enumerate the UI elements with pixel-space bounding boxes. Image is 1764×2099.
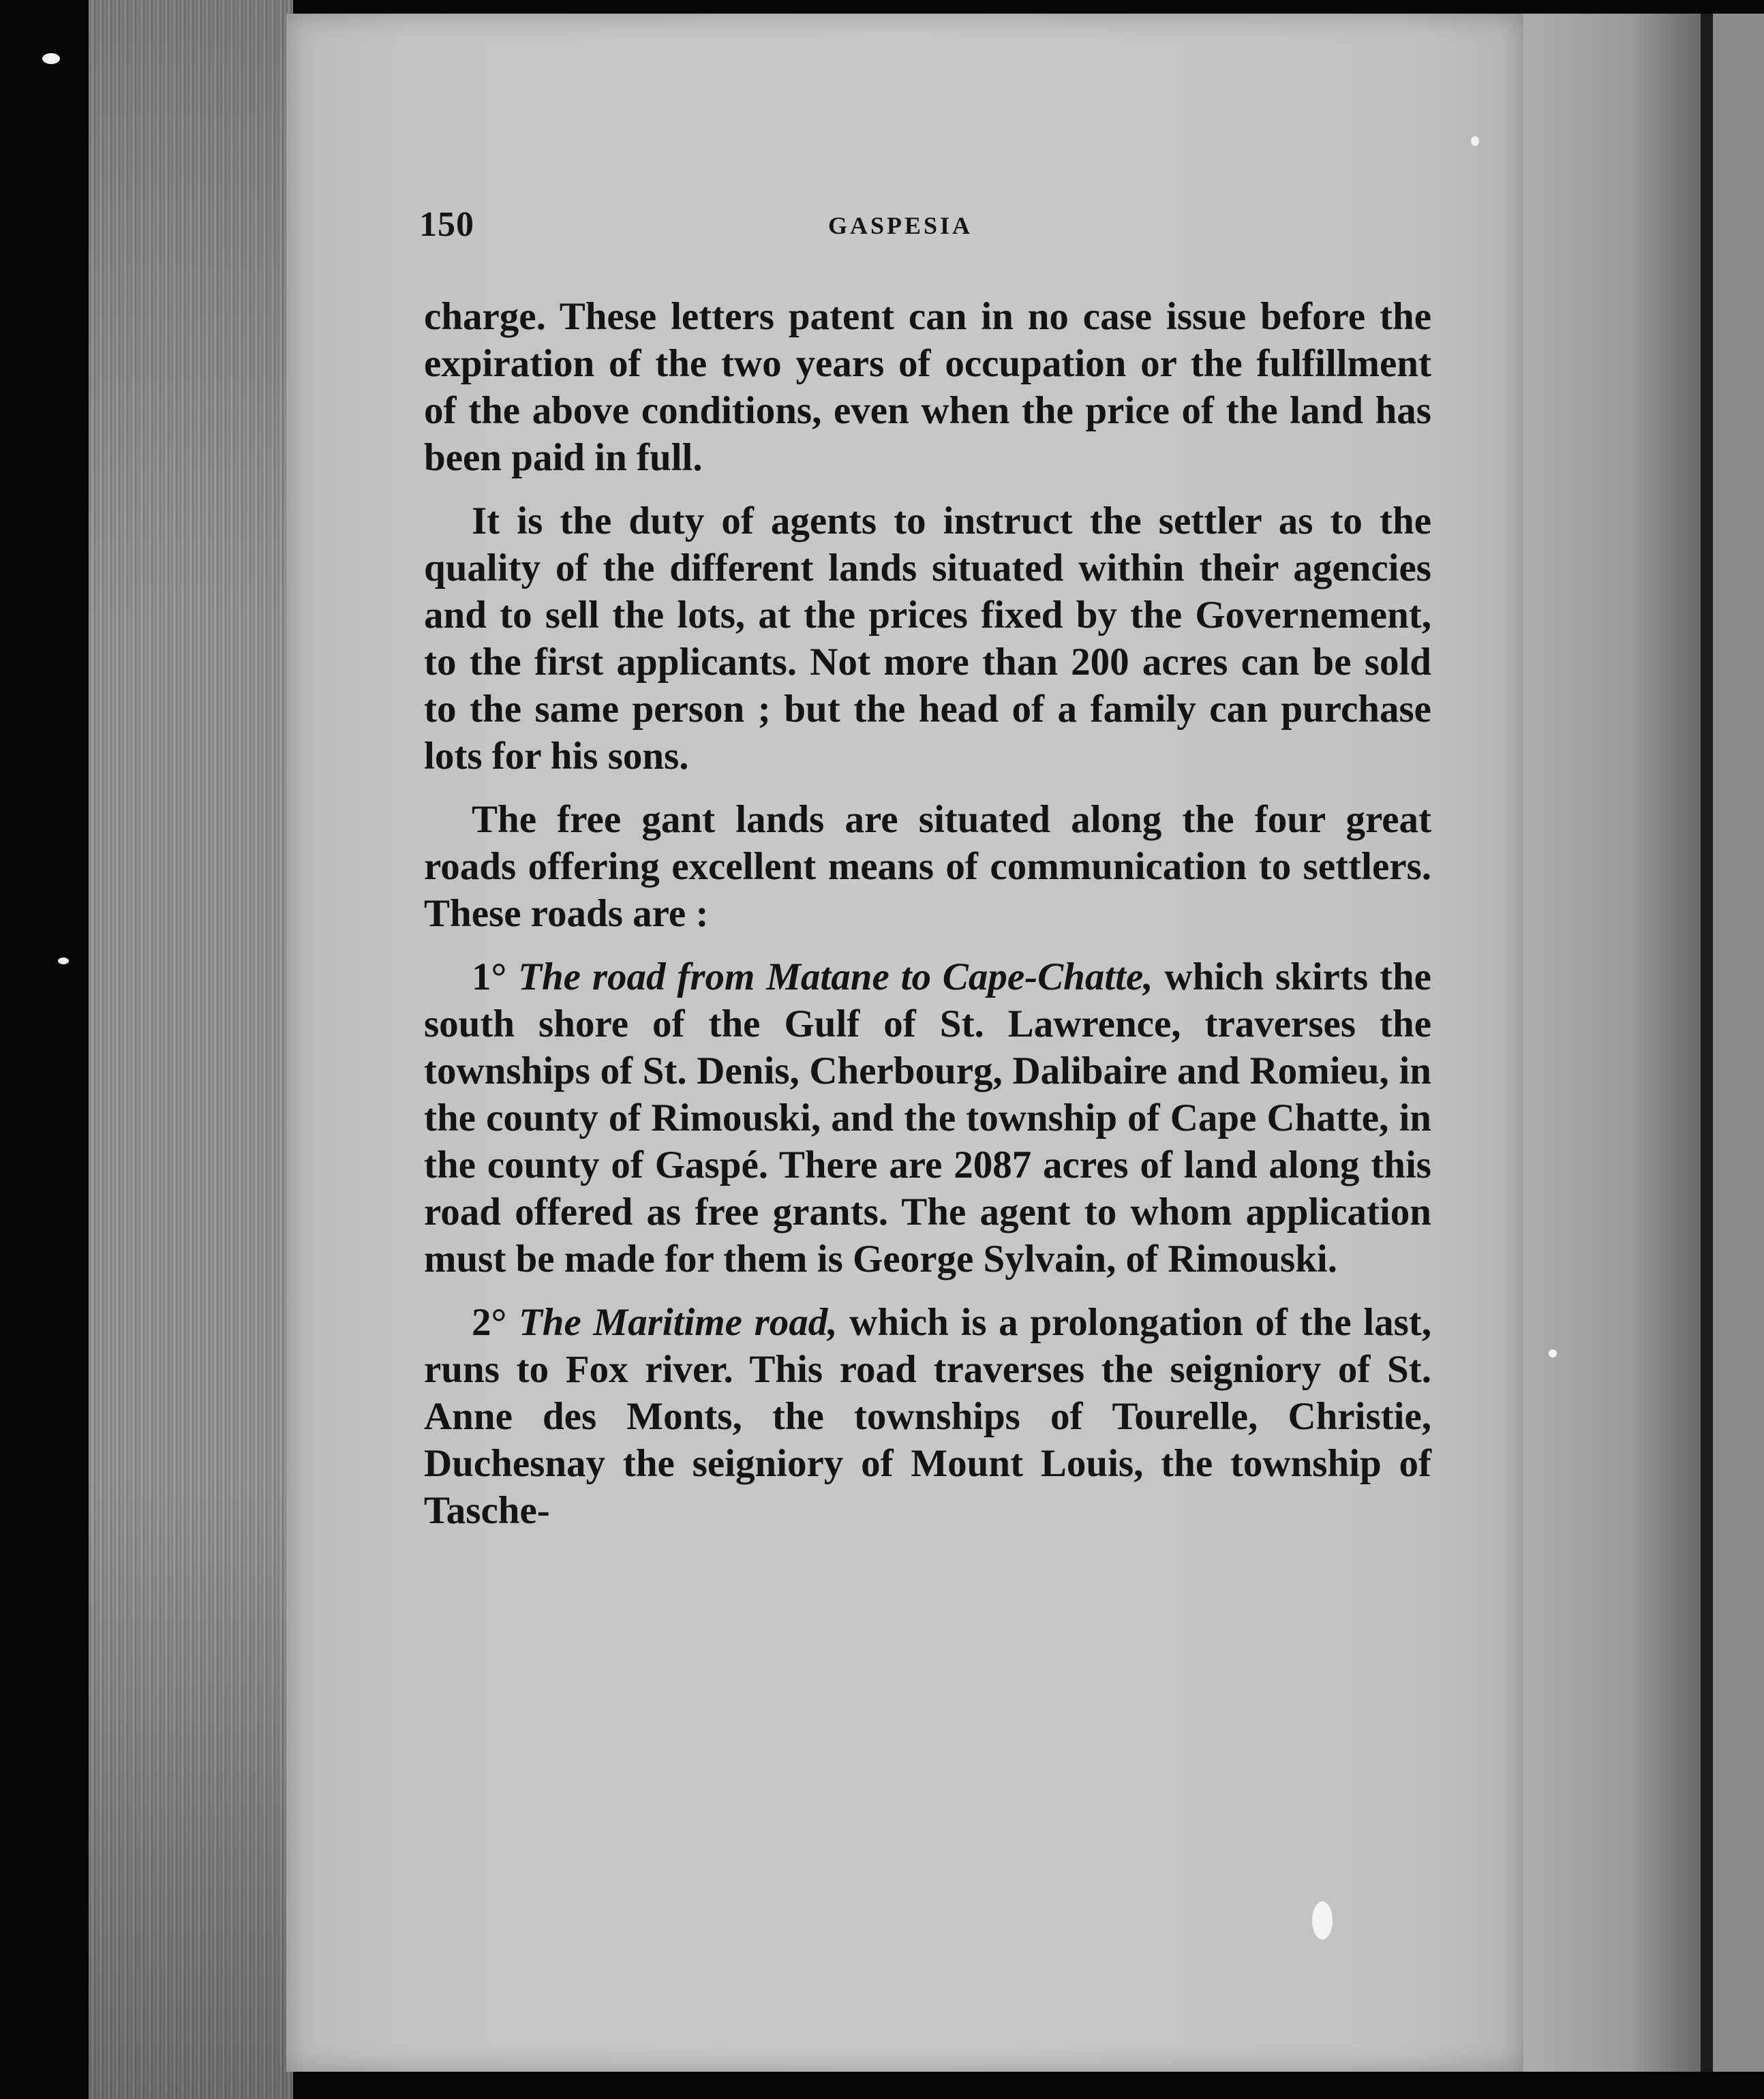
running-title: GASPESIA: [828, 212, 973, 239]
facing-page-edge: [1713, 14, 1764, 2072]
paragraph-text: which skirts the south shore of the Gulf of St. Lawrence, traverses the townships of St. Denis, Cherbourg, Dalibaire and Romieu, in the county of Rimouski, and the township of Cape Chatte, in the county of Gaspé. There are 2087 acres of land along this road offered as free grants. The agent to whom application must be made for them is George Sylvain, of Rimouski.: [424, 955, 1431, 1281]
page-number: 150: [419, 205, 474, 244]
body-text: [424, 293, 1431, 1550]
paragraph-text: It is the duty of agents to instruct the settler as to the quality of the different lands situated within their agencies and to sell the lots, at the prices fixed by the Governement, to the first applicants. Not more than 200 acres can be sold to the same person ; but the head of a family can purchase lots for his sons.: [424, 500, 1431, 778]
binding-line: [1701, 14, 1713, 2072]
paragraph: [424, 953, 1431, 1283]
dust-speck: [1471, 136, 1479, 146]
dust-speck: [42, 53, 60, 64]
dust-speck: [1312, 1901, 1333, 1940]
paragraph-text: charge. These letters patent can in no case issue before the expiration of the two years of occupation or the fulfillment of the above conditions, even when the price of the land has been paid in full.: [424, 295, 1431, 479]
paragraph-text: which is a prolongation of the last, runs to Fox river. This road traverses the seigniory of St. Anne des Monts, the townships of Tourelle, Christie, Duchesnay the seigniory of Mount Louis, the township of Tasche-: [424, 1301, 1432, 1532]
road-title: The Maritime road,: [518, 1301, 838, 1344]
item-number: 1°: [472, 955, 507, 998]
running-head: [419, 204, 1435, 252]
book-page-edges: [89, 0, 293, 2099]
book-gutter: [1523, 14, 1701, 2072]
paragraph: [424, 1299, 1431, 1534]
road-title: The road from Matane to Cape-Chatte,: [518, 955, 1153, 998]
item-number: 2°: [472, 1301, 507, 1344]
paragraph: [424, 293, 1431, 481]
paragraph: [424, 796, 1431, 937]
dust-speck: [1549, 1349, 1557, 1358]
paragraph-text: The free gant lands are situated along the four great roads offering excellent means of communication to settlers. These roads are :: [424, 798, 1431, 935]
paragraph: [424, 497, 1431, 780]
dust-speck: [58, 957, 69, 964]
